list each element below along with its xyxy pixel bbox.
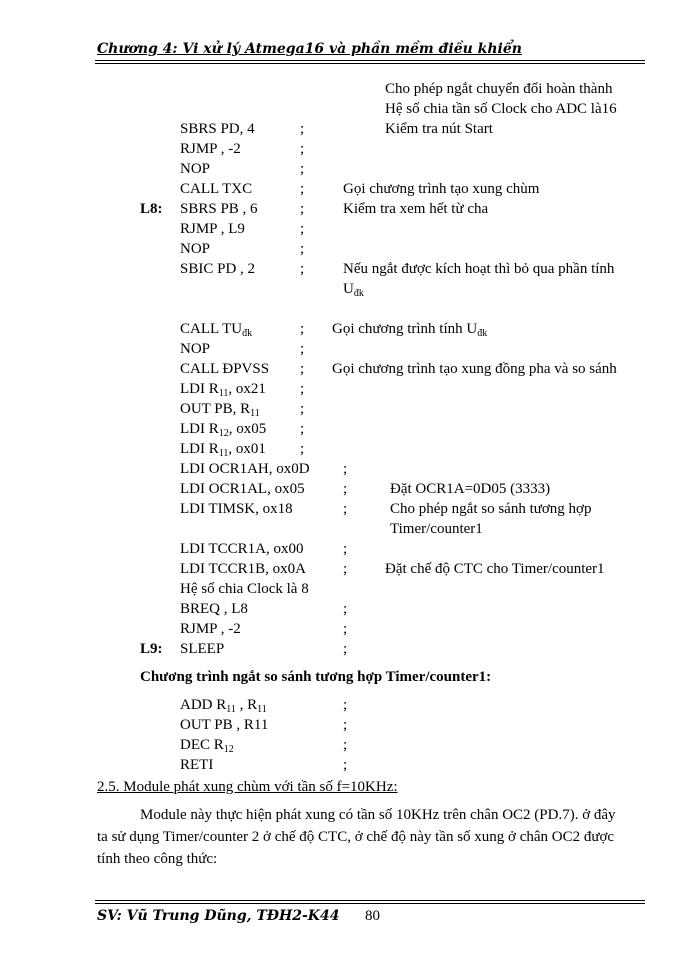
code-comment: Gọi chương trình tạo xung chùm [343,181,540,197]
code-sep: ; [343,757,348,773]
code-instr: BREQ , L8 [180,601,248,617]
code-sep: ; [300,361,305,377]
code-instr: LDI OCR1AH, ox0D [180,461,310,477]
code-sep: ; [343,541,348,557]
code-comment: Kiểm tra xem hết từ cha [343,201,489,217]
code-instr: RETI [180,757,214,773]
code-comment: Gọi chương trình tạo xung đồng pha và so sánh [332,361,617,377]
code-instr: LDI $R_{11}$, ox01 [180,441,266,459]
code-label: L9: [140,641,163,657]
code-instr: SBRS PB , 6 [180,201,258,217]
code-sep: ; [343,601,348,617]
code-sep: ; [300,141,305,157]
header-rule [95,60,645,61]
code-instr: Hệ số chia Clock là 8 [180,581,309,597]
code-instr: RJMP , L9 [180,221,245,237]
code-instr: SBIC PD , 2 [180,261,256,277]
code-sep: ; [300,341,305,357]
code-sep: ; [343,621,348,637]
code-sep: ; [343,561,348,577]
page-header: Chương 4: Vi xử lý Atmega16 và phần mềm điều khiển [97,41,522,57]
paragraph-line: tính theo công thức: [97,851,218,867]
code-comment: Timer/counter1 [390,521,483,537]
code-instr: DEC $R_{12}$ [180,737,234,755]
code-sep: ; [300,421,305,437]
code-instr: LDI TCCR1B, ox0A [180,561,306,577]
code-sep: ; [300,161,305,177]
code-instr: OUT PB, $R_{11}$ [180,401,260,419]
code-instr: CALL ĐPVSS [180,361,270,377]
code-instr: SLEEP [180,641,225,657]
footer-author: SV: Vũ Trung Dũng, TĐH2-K44 [97,908,340,924]
code-instr: LDI $R_{11}$, ox21 [180,381,266,399]
code-comment: Đặt chế độ CTC cho Timer/counter1 [385,561,605,577]
code-sep: ; [343,737,348,753]
code-instr: CALL $TU_{đk}$ [180,321,253,339]
paragraph-line: ta sử dụng Timer/counter 2 ở chế độ CTC, ở chế độ này tần số xung ở chân OC2 được [97,829,615,845]
code-sep: ; [343,717,348,733]
page-number: 80 [365,908,380,924]
code-sep: ; [300,321,305,337]
code-sep: ; [300,221,305,237]
code-sep: ; [343,461,348,477]
code-sep: ; [300,201,305,217]
code-sep: ; [343,481,348,497]
code-instr: LDI TCCR1A, ox00 [180,541,304,557]
code-instr: SBRS PD, 4 [180,121,255,137]
code-instr: ADD $R_{11}$ , $R_{11}$ [180,697,267,715]
code-sep: ; [300,261,305,277]
code-instr: LDI TIMSK, ox18 [180,501,293,517]
comment-line: Hệ số chia tần số Clock cho ADC là16 [385,101,617,117]
code-comment: Kiểm tra nút Start [385,121,493,137]
section-heading: 2.5. Module phát xung chùm với tần số f=10KHz: [97,779,398,795]
code-instr: NOP [180,341,211,357]
comment-line: Cho phép ngắt chuyển đổi hoàn thành [385,81,613,97]
code-comment: Gọi chương trình tính $U_{đk}$ [332,321,488,339]
code-instr: NOP [180,241,211,257]
header-rule-2 [95,63,645,64]
code-sep: ; [300,181,305,197]
code-sep: ; [300,441,305,457]
code-sep: ; [343,641,348,657]
code-sep: ; [300,381,305,397]
code-instr: RJMP , -2 [180,621,241,637]
udk-continuation: $U_{đk}$ [343,281,364,299]
isr-title: Chương trình ngắt so sánh tương hợp Timer/counter1: [140,669,492,685]
code-sep: ; [300,241,305,257]
code-sep: ; [300,401,305,417]
code-instr: OUT PB , R11 [180,717,269,733]
code-sep: ; [343,697,348,713]
footer-rule-2 [95,903,645,904]
code-comment: Nếu ngắt được kích hoạt thì bỏ qua phần tính [343,261,615,277]
code-comment: Cho phép ngắt so sánh tương hợp [390,501,592,517]
code-sep: ; [300,121,305,137]
code-instr: LDI $R_{12}$, ox05 [180,421,267,439]
code-instr: NOP [180,161,211,177]
code-instr: CALL TXC [180,181,253,197]
paragraph-line: Module này thực hiện phát xung có tần số 10KHz trên chân OC2 (PD.7). ở đây [140,807,616,823]
code-instr: RJMP , -2 [180,141,241,157]
code-sep: ; [343,501,348,517]
code-label: L8: [140,201,163,217]
code-comment: Đặt OCR1A=0D05 (3333) [390,481,551,497]
footer-rule [95,900,645,901]
code-instr: LDI OCR1AL, ox05 [180,481,305,497]
